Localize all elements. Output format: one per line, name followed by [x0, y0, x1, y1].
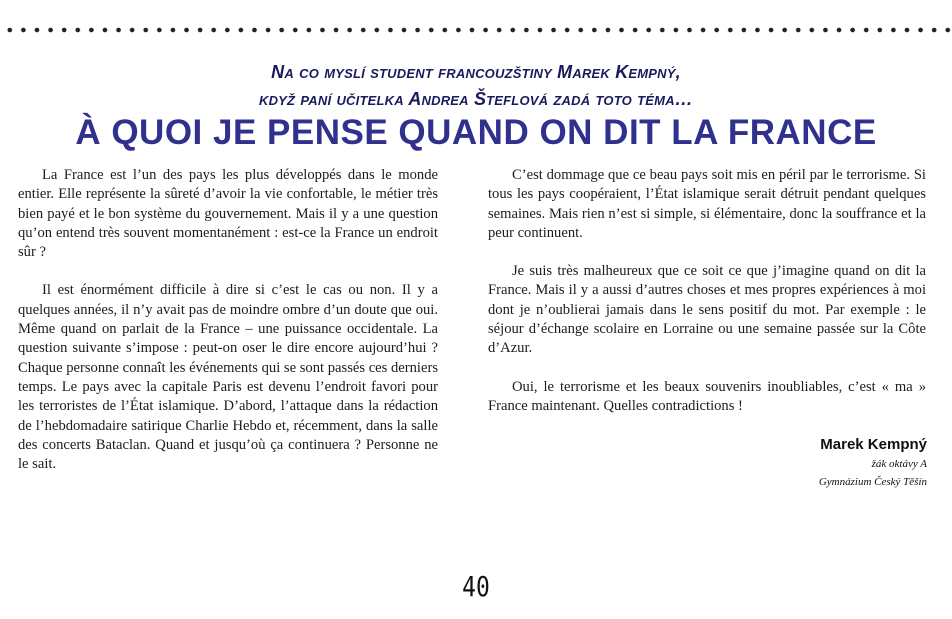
- paragraph: Il est énormément difficile à dire si c’est le cas ou non. Il y a quelques années, il n’y avait pas de moindre ombre d’un doute que oui. Même quand on parlait de la France – une puissance occidentale. La question suivante s’impose : peut-on oser le dire encore aujourd’hui ? Chaque personne connaît les événements qui se sont passés ces derniers temps. Le pays avec la capitale Paris est devenu l’endroit favori pour les terroristes de l’État islamique. D’abord, l’attaque dans la rédaction de l’hebdomadaire satirique Charlie Hebdo et, récemment, dans la salle des concerts Bataclan. Quand et jusqu’où ça continuera ? Personne ne le sait.: [18, 282, 438, 473]
- subtitle-line-1: Na co myslí student francouzštiny Marek Kempný,: [271, 62, 681, 82]
- paragraph: Oui, le terrorisme et les beaux souvenirs inoubliables, c’est « ma » France maintenant. Quelles contradictions !: [488, 378, 926, 414]
- left-column: [18, 166, 438, 493]
- article-title: À QUOI JE PENSE QUAND ON DIT LA FRANCE: [75, 113, 877, 152]
- paragraph: La France est l’un des pays les plus développés dans le monde entier. Elle représente la sûreté d’avoir la vie confortable, le métier très bien payé et le bon système du gouvernement. Mais il y a une question qu’on entend très souvent momentanément : est-ce la France un endroit sûr ?: [18, 167, 438, 261]
- author-name: Marek Kempný: [820, 436, 927, 453]
- page-number: 40: [462, 570, 490, 603]
- paragraph: Je suis très malheureux que ce soit ce que j’imagine quand on dit la France. Mais il y a aussi d’autres choses et mes propres expériences à moi dont je n’oublierai jamais dans le sens positif du mot. Par exemple : le séjour d’échange scolaire en Lorraine ou une semaine passée sur la Côte d’Azur.: [488, 263, 926, 357]
- author-school: Gymnázium Český Těšín: [818, 476, 927, 488]
- paragraph: C’est dommage que ce beau pays soit mis en péril par le terrorisme. Si tous les pays coopéraient, l’État islamique serait détruit pendant quelques semaines. Mais rien n’est si simple, si élémentaire, donc la souffrance et la peur continuent.: [488, 167, 926, 241]
- right-column: [488, 166, 926, 435]
- author-class: žák oktávy A: [871, 458, 927, 470]
- dotted-divider: [0, 26, 952, 34]
- subtitle-line-2: když paní učitelka Andrea Šteflová zadá toto téma…: [258, 89, 693, 109]
